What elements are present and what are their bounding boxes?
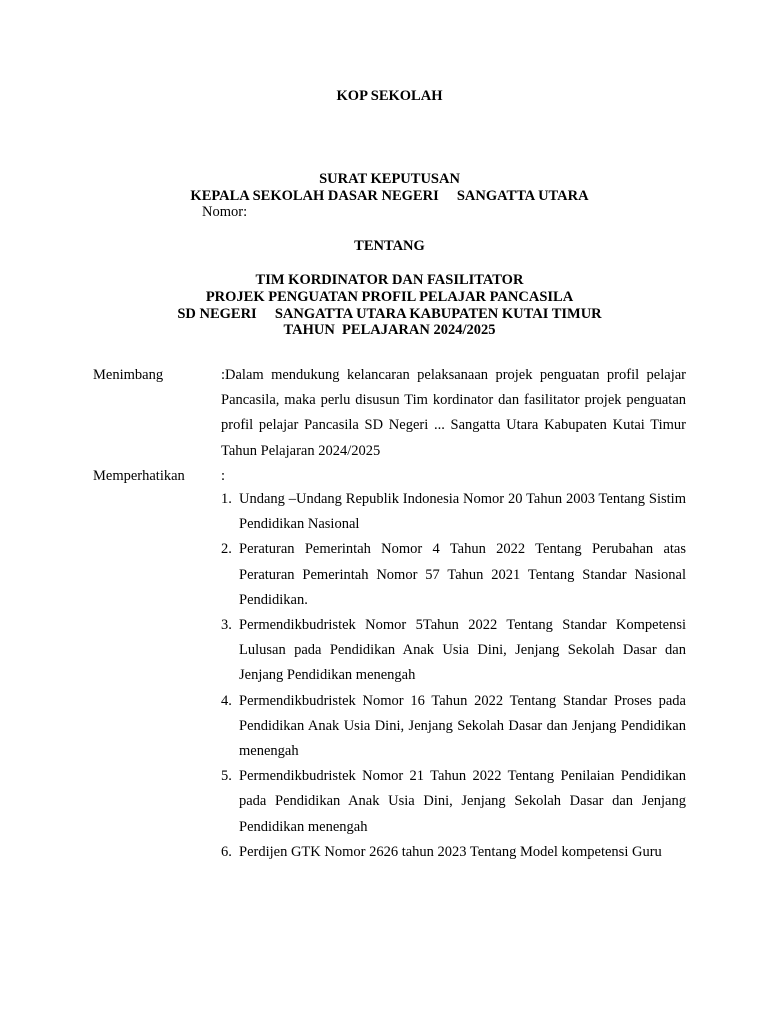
list-item-number: 6.	[221, 843, 232, 860]
list-item-text: Permendikbudristek Nomor 21 Tahun 2022 Tentang Penilaian Pendidikan pada Pendidikan Anak Usia Dini, Jenjang Sekolah Dasar dan Jenjang Pendidikan menengah	[239, 768, 686, 835]
list-item	[221, 689, 686, 765]
list-item	[221, 613, 686, 689]
list-item	[221, 487, 686, 537]
list-item-text: Peraturan Pemerintah Nomor 4 Tahun 2022 Tentang Perubahan atas Peraturan Pemerintah Nomor 57 Tahun 2021 Tentang Standar Nasional Pendidikan.	[239, 541, 686, 608]
list-item-text: Undang –Undang Republik Indonesia Nomor 20 Tahun 2003 Tentang Sistim Pendidikan Nasional	[239, 491, 686, 533]
list-item-number: 2.	[221, 541, 232, 558]
subject-line-1: TIM KORDINATOR DAN FASILITATOR	[255, 272, 524, 288]
subject-line-3: SD NEGERI SANGATTA UTARA KABUPATEN KUTAI TIMUR	[177, 306, 602, 322]
list-item-text: Permendikbudristek Nomor 5Tahun 2022 Tentang Standar Kompetensi Lulusan pada Pendidikan Anak Usia Dini, Jenjang Sekolah Dasar dan Jenjang Pendidikan menengah	[239, 617, 686, 684]
list-item-number: 5.	[221, 768, 232, 785]
nomor-label: Nomor:	[202, 204, 248, 220]
menimbang-text: :Dalam mendukung kelancaran pelaksanaan projek penguatan profil pelajar Pancasila, maka perlu disusun Tim kordinator dan fasilitator projek penguatan profil pelajar Pancasila SD Negeri ... Sangatta Utara Kabupaten Kutai Timur Tahun Pelajaran 2024/2025	[221, 367, 686, 459]
memperhatikan-list	[221, 487, 686, 865]
list-item-number: 3.	[221, 617, 232, 634]
list-item	[221, 764, 686, 840]
list-item-text: Permendikbudristek Nomor 16 Tahun 2022 Tentang Standar Proses pada Pendidikan Anak Usia Dini, Jenjang Sekolah Dasar dan Jenjang Pendidikan menengah	[239, 692, 686, 760]
subject-line-2: PROJEK PENGUATAN PROFIL PELAJAR PANCASILA	[205, 289, 574, 305]
subject-line-4: TAHUN PELAJARAN 2024/2025	[283, 322, 496, 338]
list-item	[221, 840, 686, 865]
list-item-text: Perdijen GTK Nomor 2626 tahun 2023 Tentang Model kompetensi Guru	[239, 843, 662, 860]
letterhead-placeholder: KOP SEKOLAH	[336, 88, 443, 104]
issuer-title: KEPALA SEKOLAH DASAR NEGERI SANGATTA UTARA	[190, 188, 589, 204]
memperhatikan-label: Memperhatikan	[93, 468, 185, 484]
menimbang-label: Menimbang	[93, 367, 164, 383]
memperhatikan-colon: :	[221, 468, 226, 484]
list-item	[221, 537, 686, 613]
list-item-number: 1.	[221, 491, 232, 507]
tentang-heading: TENTANG	[354, 238, 425, 254]
list-item-number: 4.	[221, 692, 232, 709]
decree-title: SURAT KEPUTUSAN	[319, 171, 460, 187]
